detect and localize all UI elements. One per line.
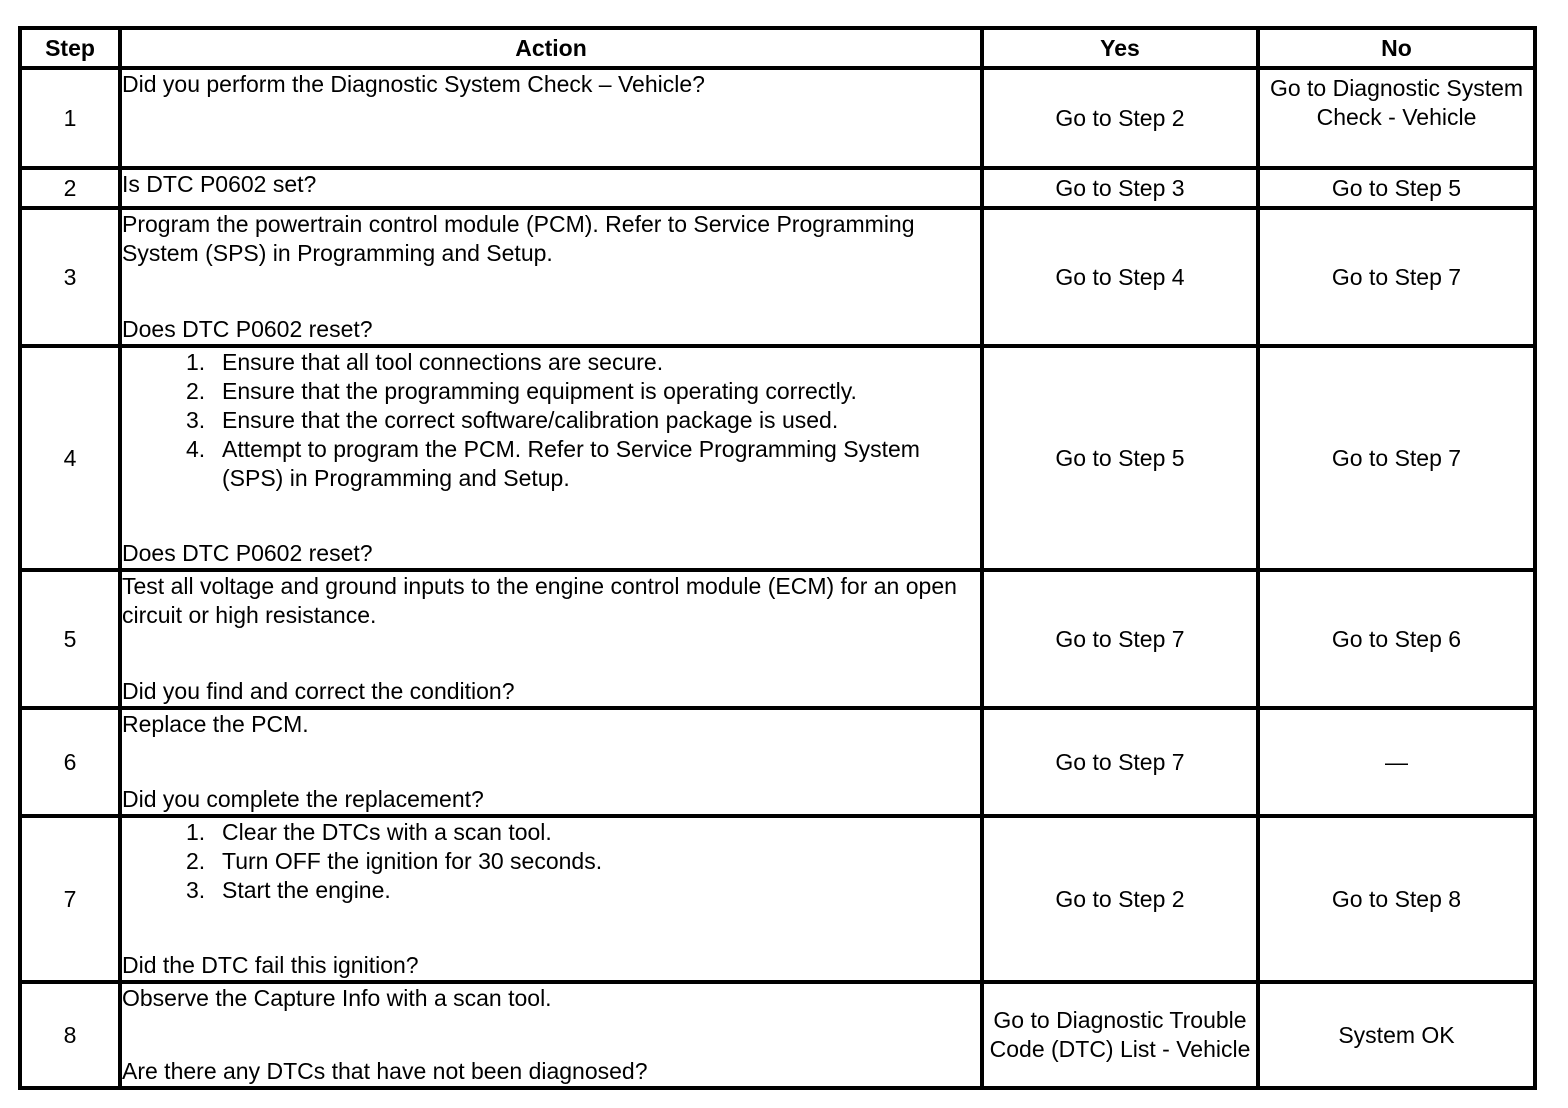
step-number: 3 [20,208,120,346]
step-number: 2 [20,168,120,208]
action-cell [120,208,982,346]
list-item-text: Turn OFF the ignition for 30 seconds. [222,848,603,874]
action-cell [120,570,982,708]
list-item-number: 3. [186,877,206,903]
yes-outcome: Go to Step 4 [982,208,1258,346]
step-number: 7 [20,816,120,982]
no-outcome: Go to Diagnostic System Check - Vehicle [1258,68,1535,168]
list-item-number: 2. [186,848,206,874]
list-item-text: Ensure that the correct software/calibration package is used. [222,407,839,433]
action-instruction: Is DTC P0602 set? [122,171,317,197]
table-row [20,982,1535,1088]
yes-outcome: Go to Step 5 [982,346,1258,570]
list-item [122,818,980,847]
table-row [20,68,1535,168]
header-step: Step [20,28,120,68]
list-item [122,348,980,377]
list-item [122,847,980,876]
header-yes: Yes [982,28,1258,68]
no-outcome: Go to Step 8 [1258,816,1535,982]
diagnostic-table [18,26,1537,1090]
action-instruction: Did you perform the Diagnostic System Check – Vehicle? [122,71,705,97]
action-question: Did the DTC fail this ignition? [122,952,419,978]
step-number: 4 [20,346,120,570]
action-list [122,348,980,493]
action-question: Does DTC P0602 reset? [122,540,373,566]
header-no: No [1258,28,1535,68]
list-item [122,377,980,406]
list-item [122,435,980,493]
no-outcome: Go to Step 6 [1258,570,1535,708]
yes-outcome: Go to Step 3 [982,168,1258,208]
step-number: 5 [20,570,120,708]
table-row [20,346,1535,570]
action-instruction: Test all voltage and ground inputs to the engine control module (ECM) for an open circuit or high resistance. [122,573,957,628]
action-cell [120,346,982,570]
action-instruction: Program the powertrain control module (PCM). Refer to Service Programming System (SPS) in Programming and Setup. [122,211,915,266]
list-item-text: Ensure that the programming equipment is operating correctly. [222,378,857,404]
table-row [20,816,1535,982]
action-instruction: Replace the PCM. [122,711,309,737]
step-number: 8 [20,982,120,1088]
list-item [122,876,980,905]
no-outcome: Go to Step 5 [1258,168,1535,208]
action-list [122,818,980,905]
no-outcome: Go to Step 7 [1258,346,1535,570]
list-item-number: 4. [186,436,206,462]
list-item-text: Ensure that all tool connections are secure. [222,349,664,375]
header-action: Action [120,28,982,68]
list-item-text: Start the engine. [222,877,391,903]
yes-outcome: Go to Step 7 [982,708,1258,816]
header-row [20,28,1535,68]
list-item-number: 1. [186,819,206,845]
table-row [20,168,1535,208]
table-row [20,708,1535,816]
list-item [122,406,980,435]
action-cell [120,816,982,982]
yes-outcome: Go to Step 2 [982,68,1258,168]
step-number: 6 [20,708,120,816]
action-cell [120,68,982,168]
action-question: Did you complete the replacement? [122,786,484,812]
list-item-text: Clear the DTCs with a scan tool. [222,819,552,845]
list-item-number: 1. [186,349,206,375]
action-cell [120,708,982,816]
yes-outcome: Go to Step 2 [982,816,1258,982]
no-outcome: — [1258,708,1535,816]
action-cell [120,982,982,1088]
list-item-number: 3. [186,407,206,433]
action-instruction: Observe the Capture Info with a scan tool. [122,985,552,1011]
list-item-text: Attempt to program the PCM. Refer to Service Programming System (SPS) in Programming and Setup. [222,436,920,491]
yes-outcome: Go to Diagnostic Trouble Code (DTC) List - Vehicle [982,982,1258,1088]
action-cell [120,168,982,208]
action-question: Does DTC P0602 reset? [122,316,373,342]
table-row [20,208,1535,346]
action-question: Did you find and correct the condition? [122,678,515,704]
table-row [20,570,1535,708]
yes-outcome: Go to Step 7 [982,570,1258,708]
list-item-number: 2. [186,378,206,404]
step-number: 1 [20,68,120,168]
no-outcome: System OK [1258,982,1535,1088]
action-question: Are there any DTCs that have not been diagnosed? [122,1058,648,1084]
no-outcome: Go to Step 7 [1258,208,1535,346]
